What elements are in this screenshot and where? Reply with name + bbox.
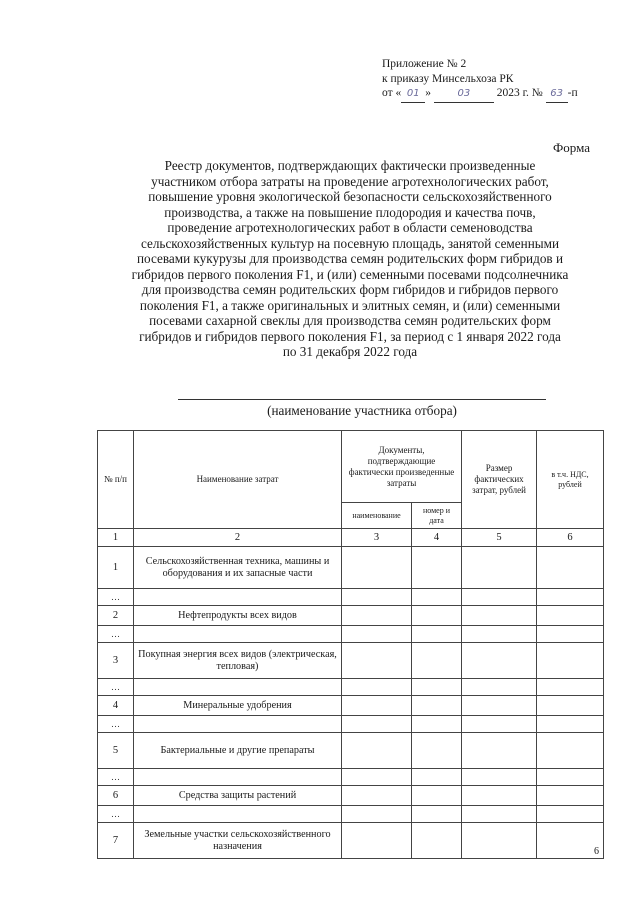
empty-cell — [342, 626, 412, 643]
row-number: 5 — [98, 733, 134, 769]
row-value-cell — [342, 696, 412, 716]
header-amount: Размер фактических затрат, рублей — [462, 431, 537, 529]
row-expense-name: Минеральные удобрения — [134, 696, 342, 716]
empty-cell — [134, 716, 342, 733]
row-value-cell — [537, 643, 604, 679]
ellipsis-row — [98, 626, 604, 643]
title-line: поколения F1, а также оригинальных и элитных семян, и (или) семенными — [139, 297, 561, 313]
empty-cell — [134, 626, 342, 643]
title-line: посевами сахарной свеклы для производства семян родительских форм — [149, 313, 551, 328]
header-docs-number: номер и дата — [412, 503, 462, 529]
date-year: 2023 г. № — [496, 87, 543, 99]
ellipsis-cell: … — [98, 626, 134, 643]
empty-cell — [134, 769, 342, 786]
row-number: 7 — [98, 823, 134, 859]
header-num: № п/п — [98, 431, 134, 529]
empty-cell — [462, 679, 537, 696]
row-value-cell — [342, 733, 412, 769]
row-value-cell — [342, 606, 412, 626]
row-value-cell — [342, 823, 412, 859]
row-value-cell — [462, 823, 537, 859]
row-value-cell — [462, 733, 537, 769]
row-expense-name: Средства защиты растений — [134, 786, 342, 806]
row-number: 3 — [98, 643, 134, 679]
row-value-cell — [412, 547, 462, 589]
title-line: посевами кукурузы для производства семян родительских форм гибридов и — [136, 251, 564, 266]
row-expense-name: Бактериальные и другие препараты — [134, 733, 342, 769]
table-row — [98, 606, 604, 626]
header-docs: Документы, подтверждающие фактически произведенные затраты — [342, 431, 462, 503]
ellipsis-row — [98, 806, 604, 823]
row-number: 4 — [98, 696, 134, 716]
ellipsis-cell: … — [98, 589, 134, 606]
ellipsis-cell: … — [98, 716, 134, 733]
empty-cell — [412, 716, 462, 733]
row-value-cell — [342, 547, 412, 589]
col-number: 5 — [462, 529, 537, 547]
col-number: 3 — [342, 529, 412, 547]
row-value-cell — [412, 823, 462, 859]
empty-cell — [412, 679, 462, 696]
empty-cell — [537, 626, 604, 643]
empty-cell — [412, 769, 462, 786]
row-value-cell — [537, 606, 604, 626]
registry-body — [98, 547, 604, 859]
empty-cell — [537, 679, 604, 696]
row-number: 1 — [98, 547, 134, 589]
empty-cell — [537, 806, 604, 823]
row-expense-name: Нефтепродукты всех видов — [134, 606, 342, 626]
date-mid: » — [425, 87, 431, 99]
ellipsis-cell: … — [98, 806, 134, 823]
row-expense-name: Покупная энергия всех видов (электрическая, тепловая) — [134, 643, 342, 679]
table-row — [98, 643, 604, 679]
row-value-cell — [537, 696, 604, 716]
row-value-cell — [537, 733, 604, 769]
title-line: сельскохозяйственных культур на посевную площадь, занятой семенными — [140, 235, 560, 251]
empty-cell — [462, 626, 537, 643]
header-name: Наименование затрат — [134, 431, 342, 529]
title-line: Реестр документов, подтверждающих фактически произведенные — [164, 158, 536, 173]
col-number: 2 — [134, 529, 342, 547]
header-docs-name: наименование — [342, 503, 412, 529]
header-vat: в т.ч. НДС, рублей — [537, 431, 604, 529]
page-number: 6 — [594, 846, 599, 857]
appendix-date-line — [382, 86, 578, 103]
empty-cell — [412, 806, 462, 823]
empty-cell — [412, 589, 462, 606]
row-value-cell — [537, 786, 604, 806]
form-label: Форма — [553, 140, 590, 155]
title-line: проведение агротехнологических работ в области семеноводства — [167, 220, 533, 235]
empty-cell — [342, 806, 412, 823]
col-number: 4 — [412, 529, 462, 547]
ellipsis-cell: … — [98, 679, 134, 696]
ellipsis-row — [98, 716, 604, 733]
ellipsis-row — [98, 589, 604, 606]
empty-cell — [462, 589, 537, 606]
empty-cell — [342, 716, 412, 733]
empty-cell — [462, 806, 537, 823]
table-row — [98, 823, 604, 859]
row-expense-name: Земельные участки сельскохозяйственного назначения — [134, 823, 342, 859]
participant-name-line — [178, 399, 546, 400]
row-expense-name: Сельскохозяйственная техника, машины и оборудования и их запасные части — [134, 547, 342, 589]
appendix-header — [382, 57, 578, 103]
row-value-cell — [462, 547, 537, 589]
empty-cell — [412, 626, 462, 643]
ellipsis-cell: … — [98, 769, 134, 786]
empty-cell — [342, 589, 412, 606]
row-value-cell — [342, 786, 412, 806]
ellipsis-row — [98, 769, 604, 786]
row-value-cell — [537, 547, 604, 589]
row-value-cell — [342, 643, 412, 679]
row-number: 2 — [98, 606, 134, 626]
empty-cell — [462, 769, 537, 786]
date-day: 01 — [401, 87, 425, 103]
appendix-title: Приложение № 2 — [382, 58, 467, 70]
order-suffix: -п — [567, 87, 578, 99]
col-number: 1 — [98, 529, 134, 547]
registry-table — [97, 430, 604, 859]
empty-cell — [134, 679, 342, 696]
title-line: участником отбора затраты на проведение агротехнологических работ, — [151, 173, 549, 189]
empty-cell — [134, 589, 342, 606]
title-line: гибридов первого поколения F1, и (или) семенными посевами подсолнечника — [131, 266, 569, 282]
date-month: 03 — [434, 87, 494, 103]
title-line: для производства семян родительских форм гибридов и гибридов первого — [141, 282, 559, 297]
row-value-cell — [412, 606, 462, 626]
table-row — [98, 786, 604, 806]
title-line: повышение уровня экологической безопасности сельскохозяйственного — [148, 189, 552, 204]
empty-cell — [462, 716, 537, 733]
empty-cell — [537, 716, 604, 733]
row-value-cell — [462, 643, 537, 679]
col-number: 6 — [537, 529, 604, 547]
row-value-cell — [412, 696, 462, 716]
table-row — [98, 696, 604, 716]
row-number: 6 — [98, 786, 134, 806]
empty-cell — [537, 589, 604, 606]
row-value-cell — [462, 786, 537, 806]
empty-cell — [342, 679, 412, 696]
document-title — [90, 158, 610, 360]
row-value-cell — [462, 696, 537, 716]
appendix-order: к приказу Минсельхоза РК — [382, 72, 514, 85]
empty-cell — [537, 769, 604, 786]
row-value-cell — [412, 733, 462, 769]
date-prefix: от « — [382, 87, 402, 99]
ellipsis-row — [98, 679, 604, 696]
title-line: производства, а также на повышение плодородия и качества почв, — [164, 204, 536, 220]
empty-cell — [342, 769, 412, 786]
title-line: гибридов и гибридов первого поколения F1, за период с 1 января 2022 года — [139, 328, 561, 344]
order-number: 63 — [546, 87, 568, 103]
participant-caption: (наименование участника отбора) — [267, 403, 457, 418]
title-line: по 31 декабря 2022 года — [282, 344, 418, 359]
row-value-cell — [412, 786, 462, 806]
row-value-cell — [462, 606, 537, 626]
table-row — [98, 547, 604, 589]
empty-cell — [134, 806, 342, 823]
row-value-cell — [412, 643, 462, 679]
table-row — [98, 733, 604, 769]
